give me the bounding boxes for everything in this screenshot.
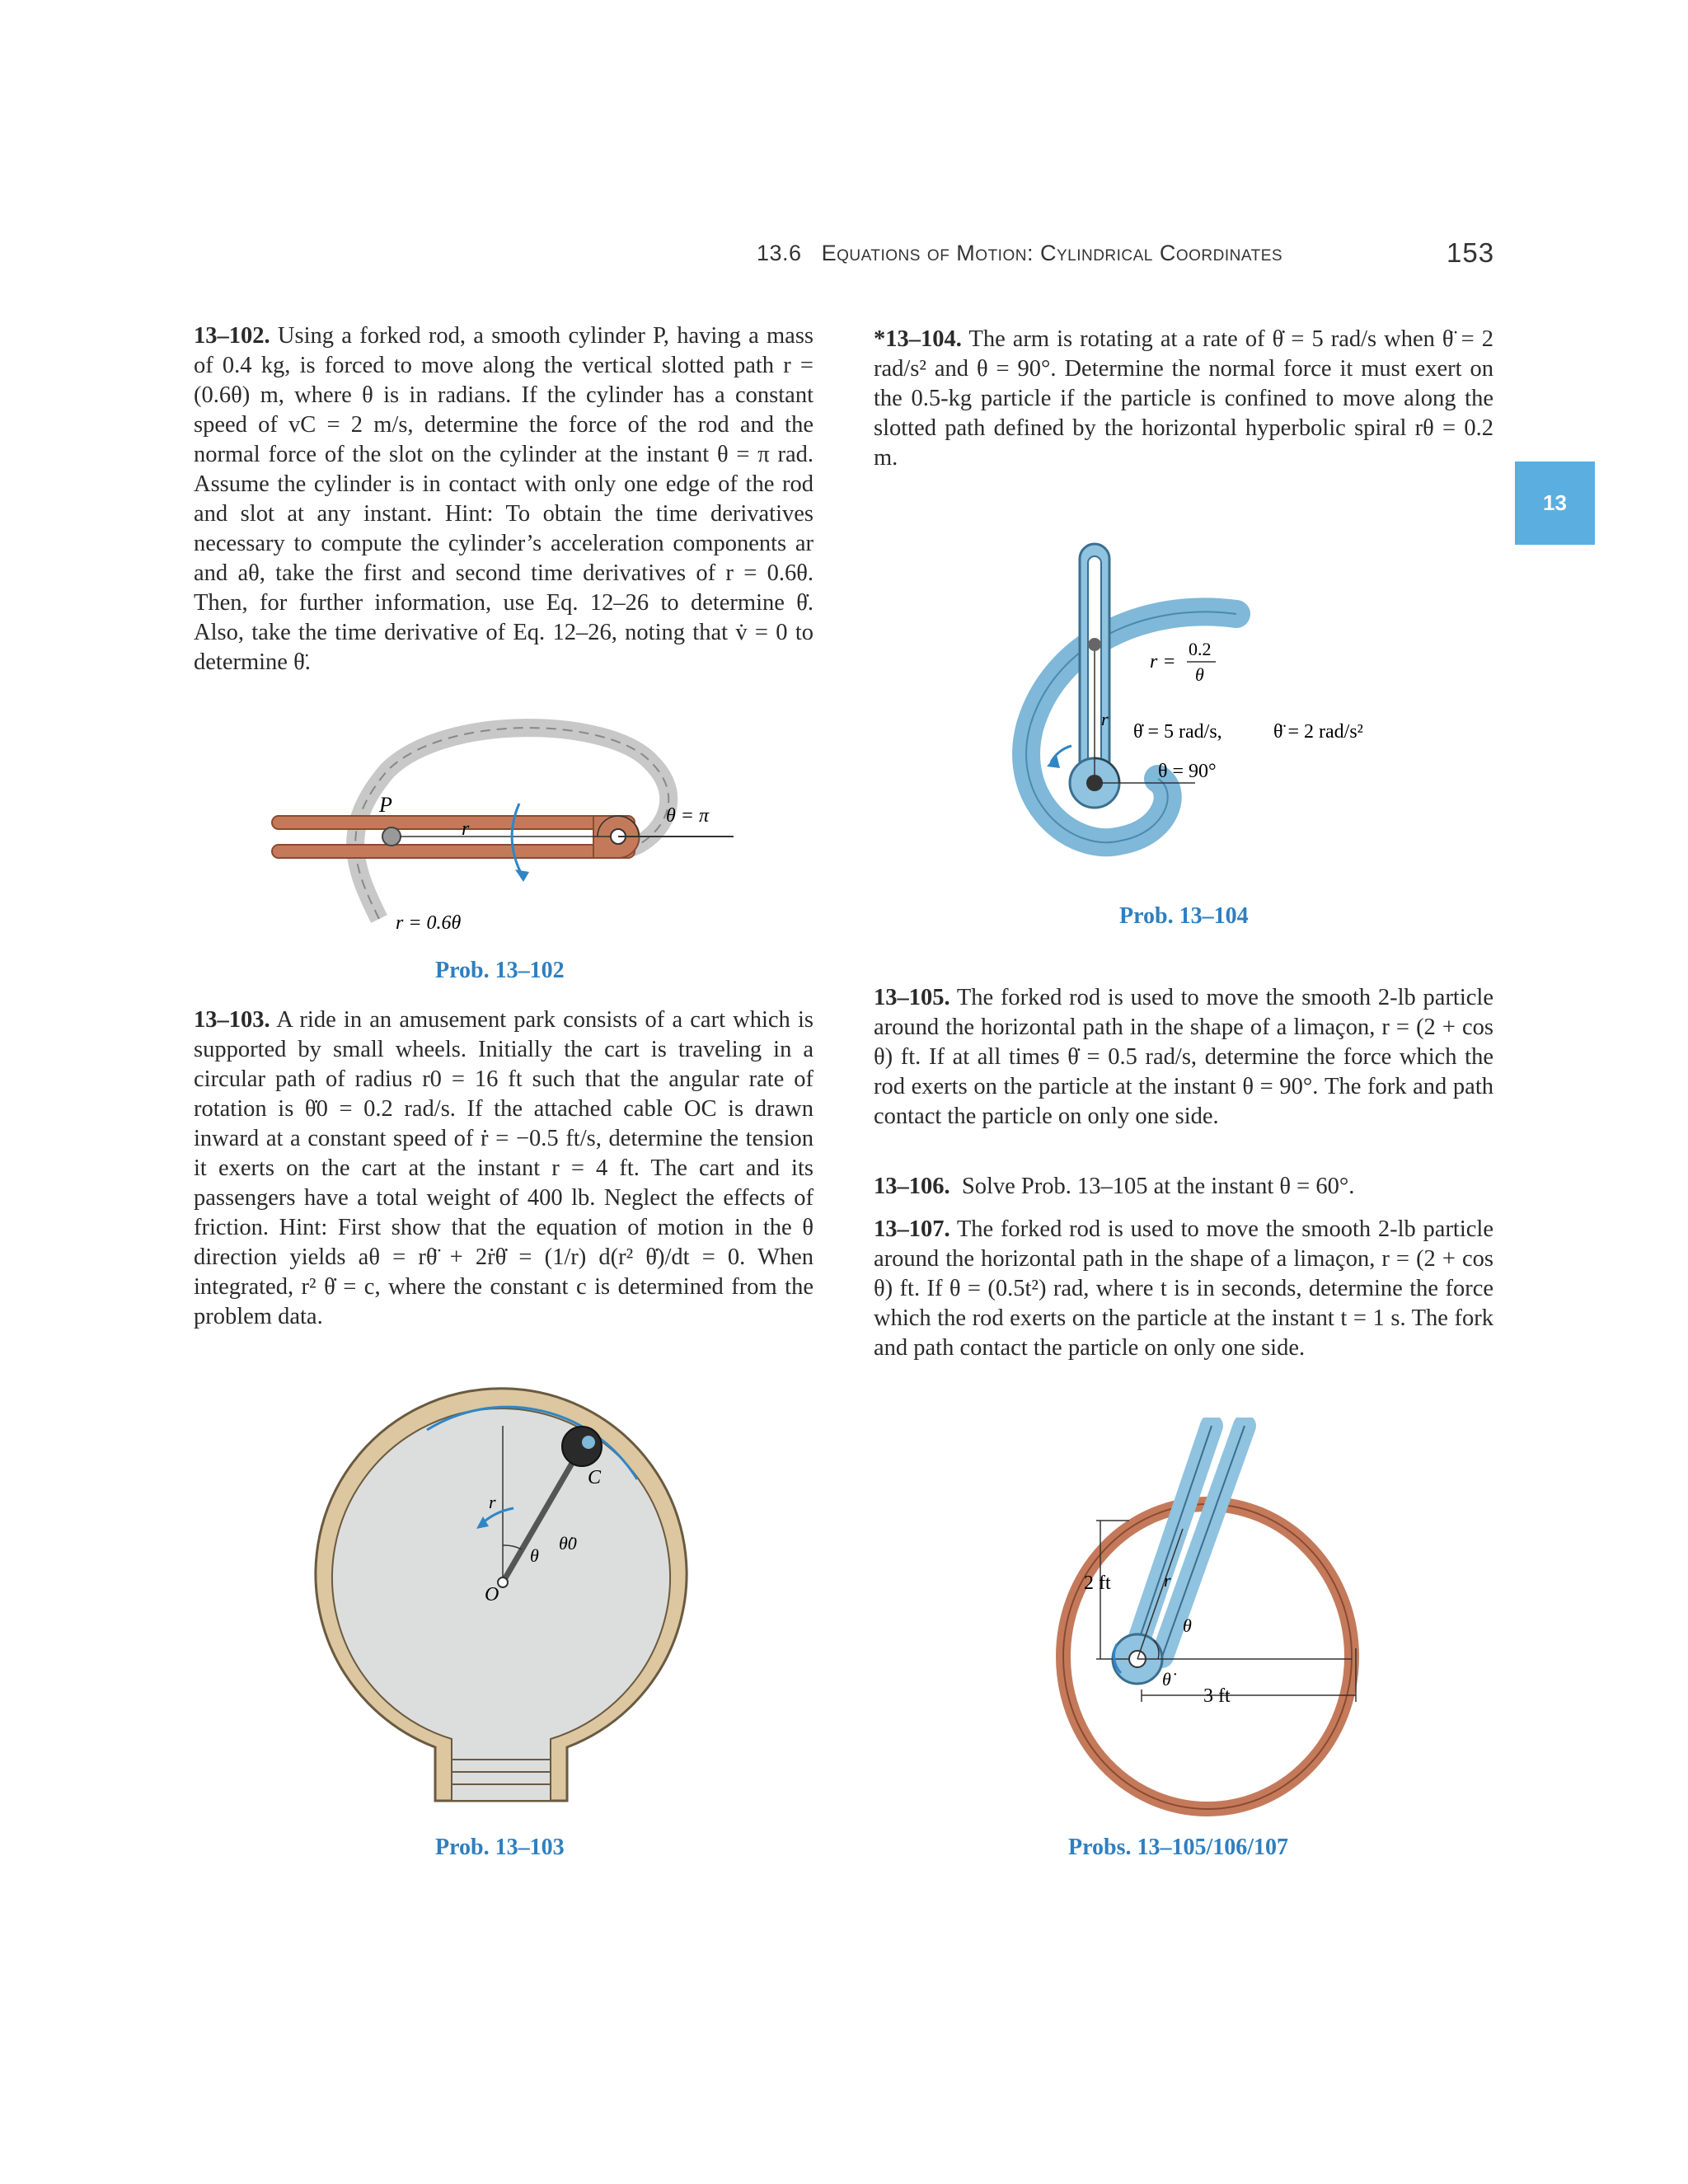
label-theta: θ = π (666, 805, 710, 827)
problem-text: Using a forked rod, a smooth cylinder P, having a mass of 0.4 kg, is forced to move along the vertical slotted path r = (0.6θ) m, where θ is in radians. If the cylinder has a constant speed of vC = 2 m/s, determine the force of the rod and the normal force of the slot on the cylinder at the instant θ = π rad. Assume the cylinder is in contact with only one edge of the rod and slot at any instant. Hint: To obtain the time derivatives necessary to compute the cylinder’s acceleration components ar and aθ, take the first and second time derivatives of r = 0.6θ. Then, for further information, use Eq. 12–26 to determine θ̇. Also, take the time derivative of Eq. 12–26, noting that v̇ = 0 to determine θ̈. (194, 323, 814, 675)
problem-13-106 (874, 1172, 1493, 1202)
problem-number: 13–107. (874, 1216, 950, 1242)
label-angle: θ = 90° (1158, 761, 1217, 782)
label-thetadot: θ̇0 (559, 1533, 577, 1554)
figure-13-104 (981, 536, 1409, 865)
label-thetadot: θ̇ (1162, 1669, 1171, 1690)
problem-13-105 (874, 983, 1493, 1132)
label-frac-num: 0.2 (1189, 639, 1212, 659)
problem-number: 13–106. (874, 1174, 950, 1199)
caption-13-103: Prob. 13–103 (435, 1835, 565, 1860)
label-3ft: 3 ft (1203, 1685, 1231, 1707)
label-r: r (489, 1492, 496, 1512)
label-frac-den: θ (1195, 664, 1204, 685)
problem-text: Solve Prob. 13–105 at the instant θ = 60°. (961, 1174, 1355, 1199)
label-path: r = 0.6θ (396, 912, 462, 934)
label-acc: θ̈ = 2 rad/s² (1273, 721, 1363, 743)
caption-13-102: Prob. 13–102 (435, 958, 565, 983)
caption-13-104: Prob. 13–104 (1119, 903, 1249, 929)
problem-13-107 (874, 1215, 1493, 1363)
label-O: O (485, 1584, 499, 1605)
chapter-tab[interactable]: 13 (1515, 462, 1595, 545)
problem-number: 13–102. (194, 323, 270, 349)
problem-number: 13–103. (194, 1007, 270, 1033)
label-theta: θ (1183, 1615, 1192, 1636)
label-r-eq: r = (1150, 651, 1176, 673)
label-r: r (462, 818, 470, 840)
section-number: 13.6 (757, 241, 802, 265)
problem-text: The arm is rotating at a rate of θ̇ = 5 rad/s when θ̈ = 2 rad/s² and θ = 90°. Determine the normal force it must exert on the 0.5-kg particle if the particle is confined to move along the slotted path defined by the horizontal hyperbolic spiral rθ = 0.2 m. (874, 326, 1493, 471)
problem-13-104 (874, 325, 1493, 473)
problem-text: The forked rod is used to move the smooth 2-lb particle around the horizontal path in the shape of a limaçon, r = (2 + cos θ) ft. If at all times θ̇ = 0.5 rad/s, determine the force which the rod exerts on the particle at the instant θ = 90°. The fork and path contact the particle on only one side. (874, 985, 1493, 1129)
label-P: P (379, 793, 392, 817)
problem-13-102 (194, 321, 814, 677)
label-rate: θ̇ = 5 rad/s, (1133, 721, 1222, 743)
figure-13-105 (1039, 1418, 1385, 1821)
page-number: 153 (1447, 237, 1495, 268)
problem-13-103 (194, 1005, 814, 1332)
label-theta: θ (530, 1545, 539, 1566)
label-2ft: 2 ft (1084, 1572, 1111, 1594)
figure-13-102 (264, 705, 758, 940)
section-title: Equations of Motion: Cylindrical Coordinates (821, 241, 1283, 265)
problem-text: A ride in an amusement park consists of a cart which is supported by small wheels. Initially the cart is traveling in a circular path of radius r0 = 16 ft such that the angular rate of rotation is θ̇0 = 0.2 rad/s. If the attached cable OC is drawn inward at a constant speed of ṙ = −0.5 ft/s, determine the tension it exerts on the cart at the instant r = 4 ft. The cart and its passengers have a total weight of 400 lb. Neglect the effects of friction. Hint: First show that the equation of motion in the θ direction yields aθ = rθ̈ + 2ṙθ̇ = (1/r) d(r² θ̇)/dt = 0. When integrated, r² θ̇ = c, where the constant c is determined from the problem data. (194, 1007, 814, 1329)
caption-13-105: Probs. 13–105/106/107 (1068, 1835, 1289, 1860)
label-C: C (588, 1467, 602, 1488)
figure-13-103 (312, 1385, 691, 1813)
label-r: r (1101, 709, 1109, 729)
problem-text: The forked rod is used to move the smooth 2-lb particle around the horizontal path in the shape of a limaçon, r = (2 + cos θ) ft. If θ = (0.5t²) rad, where t is in seconds, determine the force which the rod exerts on the particle at the instant t = 1 s. The fork and path contact the particle on only one side. (874, 1216, 1493, 1361)
label-r: r (1164, 1570, 1171, 1591)
problem-number: *13–104. (874, 326, 962, 352)
problem-number: 13–105. (874, 985, 950, 1010)
